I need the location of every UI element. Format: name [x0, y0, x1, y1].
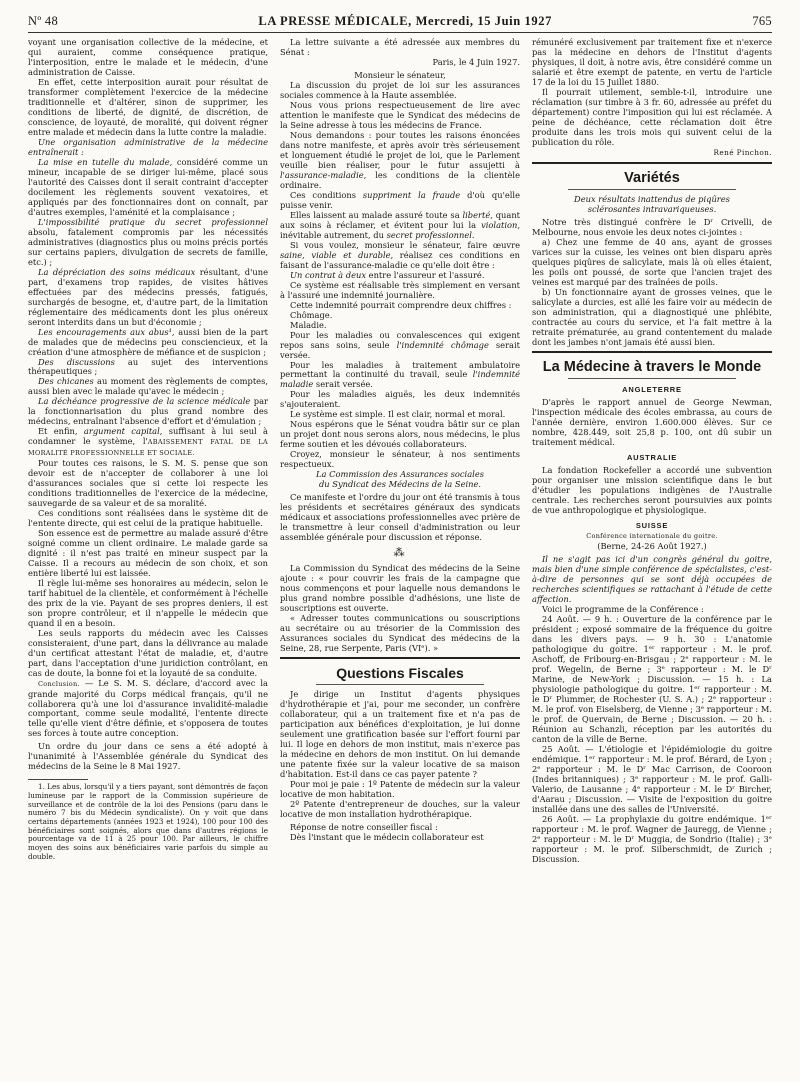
page-number: 765 — [752, 14, 772, 28]
section-rule — [532, 162, 772, 164]
paragraph: Il pourrait utilement, semble-t-il, introduire une réclamation (sur timbre à 3 fr. 60, adressée au préfet du département) contre l'imposition qui lui est réclamée. A peine de déchéance, cette réclamation doit être produite dans les trois mois qui suivent celui de la publication du rôle. — [532, 86, 772, 147]
text: au moment des règlements de comptes, aussi bien avec le malade qu'avec le médecin ; — [28, 376, 268, 397]
emphasis: L'impossibilité pratique du secret professionnel — [38, 216, 268, 227]
emphasis: Un contrat à deux — [290, 269, 367, 280]
small-caps: Conclusion. — [38, 679, 80, 688]
emphasis: saine, viable et durable, — [280, 249, 394, 260]
emphasis: suppriment la fraude — [362, 189, 461, 200]
section-rule — [532, 351, 772, 353]
paragraph: Nous espérons que le Sénat voudra bâtir sur ce plan un projet dont nous serons alors, nous médecins, le plus ferme soutien et les dévoués collaborateurs. — [280, 419, 520, 450]
paragraph: D'après le rapport annuel de George Newman, l'inspection médicale des écoles embrassa, au cours de l'année dernière, environ 1.600.000 élèves. Sur ce nombre, 428.449, soit 25,8 p. 100, ont dû subir un traitement médical. — [532, 397, 772, 448]
section-title-monde: La Médecine à travers le Monde — [542, 358, 762, 375]
paragraph — [28, 376, 268, 396]
paragraph: Dès l'instant que le médecin collaborateur est — [290, 831, 484, 842]
footnote-rule — [28, 779, 88, 780]
text: Nous demandons : pour toutes les raisons énoncées dans notre manifeste, et après avoir très sérieusement et longuement étudié le projet de loi, que le Parlement veuille bien réaliser, pour le futur assujetti à — [280, 129, 520, 170]
text: Et enfin, — [38, 426, 84, 437]
salutation: Monsieur le sénateur, — [354, 69, 446, 80]
conference-title: Conférence internationale du goitre. — [586, 532, 718, 541]
paragraph: En effet, cette interposition aurait pour résultat de transformer complètement l'exercice de la médecine traditionnelle et d'altérer, sinon de supprimer, les conditions de liberté, de dignité, de discrétion, de conscience, de loyauté, de moralité, qui doivent régner entre malade et médecin dans la lutte contre la maladie. — [28, 76, 268, 137]
paragraph: Croyez, monsieur le sénateur, à nos sentiments respectueux. — [280, 449, 520, 470]
dateline: Paris, le 4 Juin 1927. — [432, 56, 520, 67]
conference-dates: (Berne, 24-26 Août 1927.) — [597, 541, 707, 552]
country-heading: AUSTRALIE — [626, 453, 678, 463]
paragraph — [280, 360, 520, 390]
emphasis: Des chicanes — [38, 376, 94, 387]
paragraph: Nous vous prions respectueusement de lire avec attention le manifeste que le Syndicat des médecins de la Seine adresse à tous les médecins de France. — [280, 99, 520, 130]
emphasis: secret professionnel. — [386, 229, 475, 240]
text: serait versée. — [313, 379, 373, 390]
article-subtitle: Deux résultats inattendus de piqûres — [574, 194, 730, 205]
paragraph: 26 Août. — La prophylaxie du goitre endémique. 1ᵉʳ rapporteur : M. le prof. Wagner de Jauregg, de Vienne ; 2ᵉ rapporteur : M. le Dʳ Muggia, de Sondrio (Italie) ; 3ᵉ rapporteur : M. le prof. Silberschmidt, de Zurich ; Discussion. — [532, 813, 772, 864]
paragraph: Ce manifeste et l'ordre du jour ont été transmis à tous les présidents et secrétaires généraux des syndicats médicaux et associations professionnelles avec prière de le transmettre à leur conseil d'administration ou leur assemblée générale pour discussion et réponse. — [280, 492, 520, 543]
emphasis: La mise en tutelle du malade, — [38, 156, 173, 167]
issue-number: Nº 48 — [28, 14, 59, 28]
text: considéré comme un mineur, incapable de se diriger lui-même, placé sous l'autorité des Caisses dont il serait contraint d'accepter docilement les règlements souvent vexatoires, et appliqués par des fonctionnaires dont on connaît, par d'autres exemples, l'aménité et la complaisance ; — [28, 156, 268, 217]
section-rule — [568, 189, 736, 190]
paragraph: Notre très distingué confrère le Dʳ Crivelli, de Melbourne, nous envoie les deux notes ci-jointes : — [532, 217, 772, 238]
paragraph: Une organisation administrative de la médecine entraînerait : — [28, 136, 268, 157]
text: Ces conditions — [290, 189, 363, 200]
emphasis: argument capital, — [83, 426, 163, 437]
emphasis: l'assurance-maladie, — [280, 169, 367, 180]
text: — Le S. M. S. déclare, d'accord avec la grande majorité du Corps médical français, qu'il ne collaborera qu'à une loi d'assurance invalidité-maladie comportant, comme seule modalité, l'entente directe telle qu'elle vient d'être définie, et s'opposera de toutes ses forces à toute autre conception. — [28, 677, 268, 739]
paragraph — [280, 270, 520, 280]
signature-line: du Syndicat des Médecins de la Seine. — [318, 479, 482, 490]
paragraph: La fondation Rockefeller a accordé une subvention pour organiser une mission scientifique dans le but d'étudier les populations indigènes de l'Australie centrale. Les recherches seront poursuivies aux points de vue anthropologique et physiologique. — [532, 465, 772, 516]
paragraph: Réponse de notre conseiller fiscal : — [290, 821, 438, 832]
column-1 — [28, 37, 268, 864]
paragraph — [280, 210, 520, 240]
section-title-questions-fiscales: Questions Fiscales — [336, 665, 464, 682]
paragraph: Pour moi je paie : 1º Patente de médecin sur la valeur locative de mon habitation. — [280, 779, 520, 800]
column-3 — [532, 37, 772, 864]
emphasis: La déchéance progressive de la science médicale — [38, 396, 251, 407]
text: Pour les maladies à traitement ambulatoire permettant la continuité du travail, seule — [280, 359, 520, 380]
section-rule — [280, 657, 520, 659]
text: Elles laissent au malade assuré toute sa — [290, 209, 463, 220]
paragraph — [28, 678, 268, 739]
paragraph: Son essence est de permettre au malade assuré d'être soigné comme un client ordinaire. Le malade garde sa dignité : il n'est pas traité en mineur suspect par la Caisse. Il a recours au médecin de son choix, et son entière liberté lui est laissée. — [28, 527, 268, 578]
paragraph: 25 Août. — L'étiologie et l'épidémiologie du goitre endémique. 1ᵉʳ rapporteur : M. le prof. Bérard, de Lyon ; 2ᵉ rapporteur : M. le Dʳ Mac Carrison, de Cooroon (Indes britanniques) ; 3ᵉ rapporteur : M. le prof. Galli-Valerio, de Lausanne ; 4ᵉ rapporteur : M. le Dʳ Bircher, d'Aarau ; Discussion. — Visite de l'exposition du goitre installée dans une des salles de l'Université. — [532, 743, 772, 814]
paragraph: La discussion du projet de loi sur les assurances sociales commence à la Haute assemblée. — [280, 79, 520, 100]
paragraph: b) Un fonctionnaire ayant de grosses veines, que le salicylate a durcies, est allé les faire voir au médecin de son administration, qui a diagnostiqué une phlébite, contractée au cours du service, et l'a fait mettre à la retraite prématurée, au grand contentement du malade dont les jambes n'ont jamais été aussi bien. — [532, 286, 772, 347]
country-heading: ANGLETERRE — [622, 385, 682, 395]
text: par la fonctionnarisation du plus grand nombre des médecins, entraînant l'absence d'effort et d'émulation ; — [28, 396, 268, 427]
text: inévitable autrement, du — [280, 229, 387, 240]
paragraph: Pour les maladies aiguës, les deux indemnités s'ajouteraient. — [280, 389, 520, 410]
text: quant aux soins à réclamer, et évitent pour lui la — [280, 209, 520, 230]
text: résultant, d'une part, d'examens trop rapides, de visites hâtives effectuées par des médecins pressés, fatigués, surchargés de besogne, et, d'autre part, de la limitation réglementaire des médicaments dont les plus onéreux seront interdits dans un but d'économie ; — [28, 266, 268, 327]
column-2 — [280, 37, 520, 864]
signature-line: La Commission des Assurances sociales — [316, 469, 484, 480]
section-title-varietes: Variétés — [624, 169, 680, 186]
text: d'où qu'elle puisse venir. — [280, 189, 520, 210]
paragraph — [28, 396, 268, 426]
paragraph: voyant une organisation collective de la médecine, et qui auraient, comme conséquence pratique, l'interposition, entre le malade et le médecin, d'une administration de Caisse. — [28, 37, 268, 77]
paragraph: Ce système est réalisable très simplement en versant à l'assuré une indemnité journalière. — [280, 279, 520, 300]
paragraph — [28, 157, 268, 217]
emphasis: liberté, — [462, 209, 493, 220]
emphasis: Des discussions — [38, 356, 115, 367]
paragraph — [28, 267, 268, 327]
text: suffisant à lui seul à condamner le système, l' — [28, 426, 269, 447]
list-item: Maladie. — [290, 319, 327, 330]
paragraph: Le système est simple. Il est clair, normal et moral. — [290, 409, 506, 420]
article-subtitle: sclérosantes intravariqueuses. — [587, 204, 717, 215]
paragraph — [28, 327, 268, 357]
emphasis: l'indemnité maladie — [280, 369, 520, 390]
emphasis: Les encouragements aux abus¹, — [38, 326, 175, 337]
paragraph: Ces conditions sont réalisées dans le système dit de l'entente directe, qui est celui de la pratique habituelle. — [28, 507, 268, 528]
columns — [28, 37, 772, 864]
small-caps: ABAISSEMENT FATAL DE LA MORALITÉ PROFESSIONNELLE ET SOCIALE. — [28, 438, 268, 458]
paragraph: Il règle lui-même ses honoraires au médecin, selon le tarif habituel de la clientèle, et conformément à l'échelle des prix de la vie. Payant de ses propres deniers, il est son propre contrôleur, et il n'appelle le médecin que quand il en a besoin. — [28, 577, 268, 628]
country-heading: SUISSE — [635, 521, 669, 531]
section-rule — [316, 684, 484, 685]
paragraph — [280, 330, 520, 360]
paragraph: Les seuls rapports du médecin avec les Caisses consisteraient, d'une part, dans la délivrance au malade d'un certificat attestant l'état de maladie, et, d'autre part, dans l'acceptation d'une juridiction contrôlant, en cas de doute, la bonne foi et la loyauté de sa conduite. — [28, 627, 268, 678]
paragraph: Cette indemnité pourrait comprendre deux chiffres : — [290, 299, 512, 310]
text: aussi bien de la part de malades que de médecins peu consciencieux, et la création d'une atmosphère de méfiance et de suspicion ; — [28, 326, 268, 357]
text: les conditions de la clientèle ordinaire. — [280, 169, 520, 190]
paragraph — [280, 130, 520, 190]
text: entre l'assureur et l'assuré. — [366, 269, 485, 280]
paragraph: 24 Août. — 9 h. : Ouverture de la conférence par le président ; exposé sommaire de la fréquence du goitre dans les divers pays. — 9 h. 30 : L'anatomie pathologique du goitre. 1ᵉʳ rapporteur : M. le prof. Aschoff, de Fribourg-en-Brisgau ; 2ᵉ rapporteur : M. le prof. Wegelin, de Berne ; 3ᵉ rapporteur : M. le Dʳ Marine, de New-York ; Discussion. — 15 h. : La physiologie pathologique du goitre. 1ᵉʳ rapporteur : M. le Dʳ Plummer, de Rochester (U. S. A.) ; 2ᵉ rapporteur : M. le prof. von Eiselsberg, de Vienne ; 3ᵉ rapporteur : M. le prof. de Quervain, de Berne ; Discussion. — 20 h. : Réunion au Schanzli, réception par les autorités du canton de la ville de Berne. — [532, 613, 772, 744]
paragraph: La lettre suivante a été adressée aux membres du Sénat : — [280, 37, 520, 57]
paragraph: Voici le programme de la Conférence : — [542, 603, 704, 614]
journal-page — [28, 14, 772, 864]
footnote: 1. Les abus, lorsqu'il y a tiers payant, sont démontrés de façon lumineuse par le rapport de la Commission supérieure de surveillance et de contrôle de la loi des Pensions (paru dans le numéro 7 bis du Médecin syndicaliste). On y voit que dans certains départements (années 1923 et 1924), 100 pour 100 des bénéficiaires sont soignés, alors que dans d'autres régions le pourcentage va de 11 à 25 pour 100. Par ailleurs, le chiffre moyen des soins aux bénéficiaires varie parfois du simple au double. — [28, 782, 268, 861]
journal-title: LA PRESSE MÉDICALE, Mercredi, 15 Juin 1927 — [258, 14, 552, 28]
author-signature: René Pinchon. — [713, 147, 772, 157]
paragraph: Il ne s'agit pas ici d'un congrès général du goitre, mais bien d'une simple conférence de spécialistes, c'est-à-dire de personnes qui se sont déjà occupées de recherches scientifiques se rattachant à l'étude de cette affection. — [532, 554, 772, 604]
paragraph: Pour toutes ces raisons, le S. M. S. pense que son devoir est de n'accepter de collaborer à une loi d'assurances sociales que si cette loi respecte les conditions traditionnelles de l'exercice de la médecine, sauvegarde de sa valeur et de sa moralité. — [28, 458, 268, 508]
paragraph: rémunéré exclusivement par traitement fixe et n'exerce pas la médecine en dehors de l'Institut d'agents physiques, il doit, à notre avis, être considéré comme un salarié et être exempt de patente, en vertu de l'article 17 de la loi du 15 Juillet 1880. — [532, 37, 772, 87]
emphasis: l'indemnité chômage — [396, 339, 489, 350]
list-item: Chômage. — [290, 309, 333, 320]
paragraph — [280, 240, 520, 270]
emphasis: La dépréciation des soins médicaux — [38, 266, 196, 277]
text: réalisez ces conditions en faisant de l'assurance-maladie ce qu'elle doit être : — [280, 249, 520, 270]
text: au sujet des interventions thérapeutiques ; — [28, 356, 268, 377]
paragraph: La Commission du Syndicat des médecins de la Seine ajoute : « pour couvrir les frais de la campagne que nous commençons et pour laquelle nous demandons le plus grand nombre possible d'adhésions, une liste de souscriptions est ouverte. — [280, 563, 520, 614]
text: absolu, fatalement compromis par les nécessités administratives (diagnostics plus ou moins précis portés sur certains papiers, divulgation de secrets de famille, etc.) ; — [28, 226, 268, 267]
paragraph — [280, 190, 520, 210]
paragraph: Je dirige un Institut d'agents physiques d'hydrothérapie et j'ai, pour me seconder, un confrère collaborateur, qui a un traitement fixe et n'a pas de participation aux bénéfices d'exploitation, je lui donne seulement une gratification basée sur l'effort fourni par lui. Il loge en dehors de mon institut, mais n'exerce pas la médecine en dehors de mon institut. On lui demande une patente fixée sur la valeur locative de sa maison d'habitation. Est-il dans ce cas payer patente ? — [280, 689, 520, 780]
section-rule — [568, 378, 736, 379]
text: Pour les maladies ou convalescences qui exigent repos sans soins, seule — [280, 329, 520, 350]
emphasis: violation, — [481, 219, 520, 230]
text: Si vous voulez, monsieur le sénateur, faire œuvre — [290, 239, 520, 250]
paragraph: a) Chez une femme de 40 ans, ayant de grosses varices sur la cuisse, les veines ont bien disparu après quelques piqûres de salicylate, mais là où elles étaient, les poils ont poussé, de sorte que l'ancien trajet des veines est marqué par des traînées de poils. — [532, 237, 772, 287]
paragraph — [28, 217, 268, 267]
text: serait versée. — [280, 339, 520, 360]
asterism: ⁂ — [393, 546, 407, 560]
paragraph: « Adresser toutes communications ou souscriptions au secrétaire ou au trésorier de la Commission des Assurances sociales du Syndicat des médecins de la Seine, 28, rue Serpente, Paris (VIᵉ). » — [280, 613, 520, 654]
running-head — [28, 14, 772, 33]
paragraph — [28, 357, 268, 377]
paragraph: Un ordre du jour dans ce sens a été adopté à l'unanimité à l'Assemblée générale du Syndicat des médecins de la Seine le 8 Mai 1927. — [28, 741, 268, 772]
paragraph — [28, 426, 268, 458]
paragraph: 2º Patente d'entrepreneur de douches, sur la valeur locative de mon installation hydrothérapique. — [280, 799, 520, 819]
